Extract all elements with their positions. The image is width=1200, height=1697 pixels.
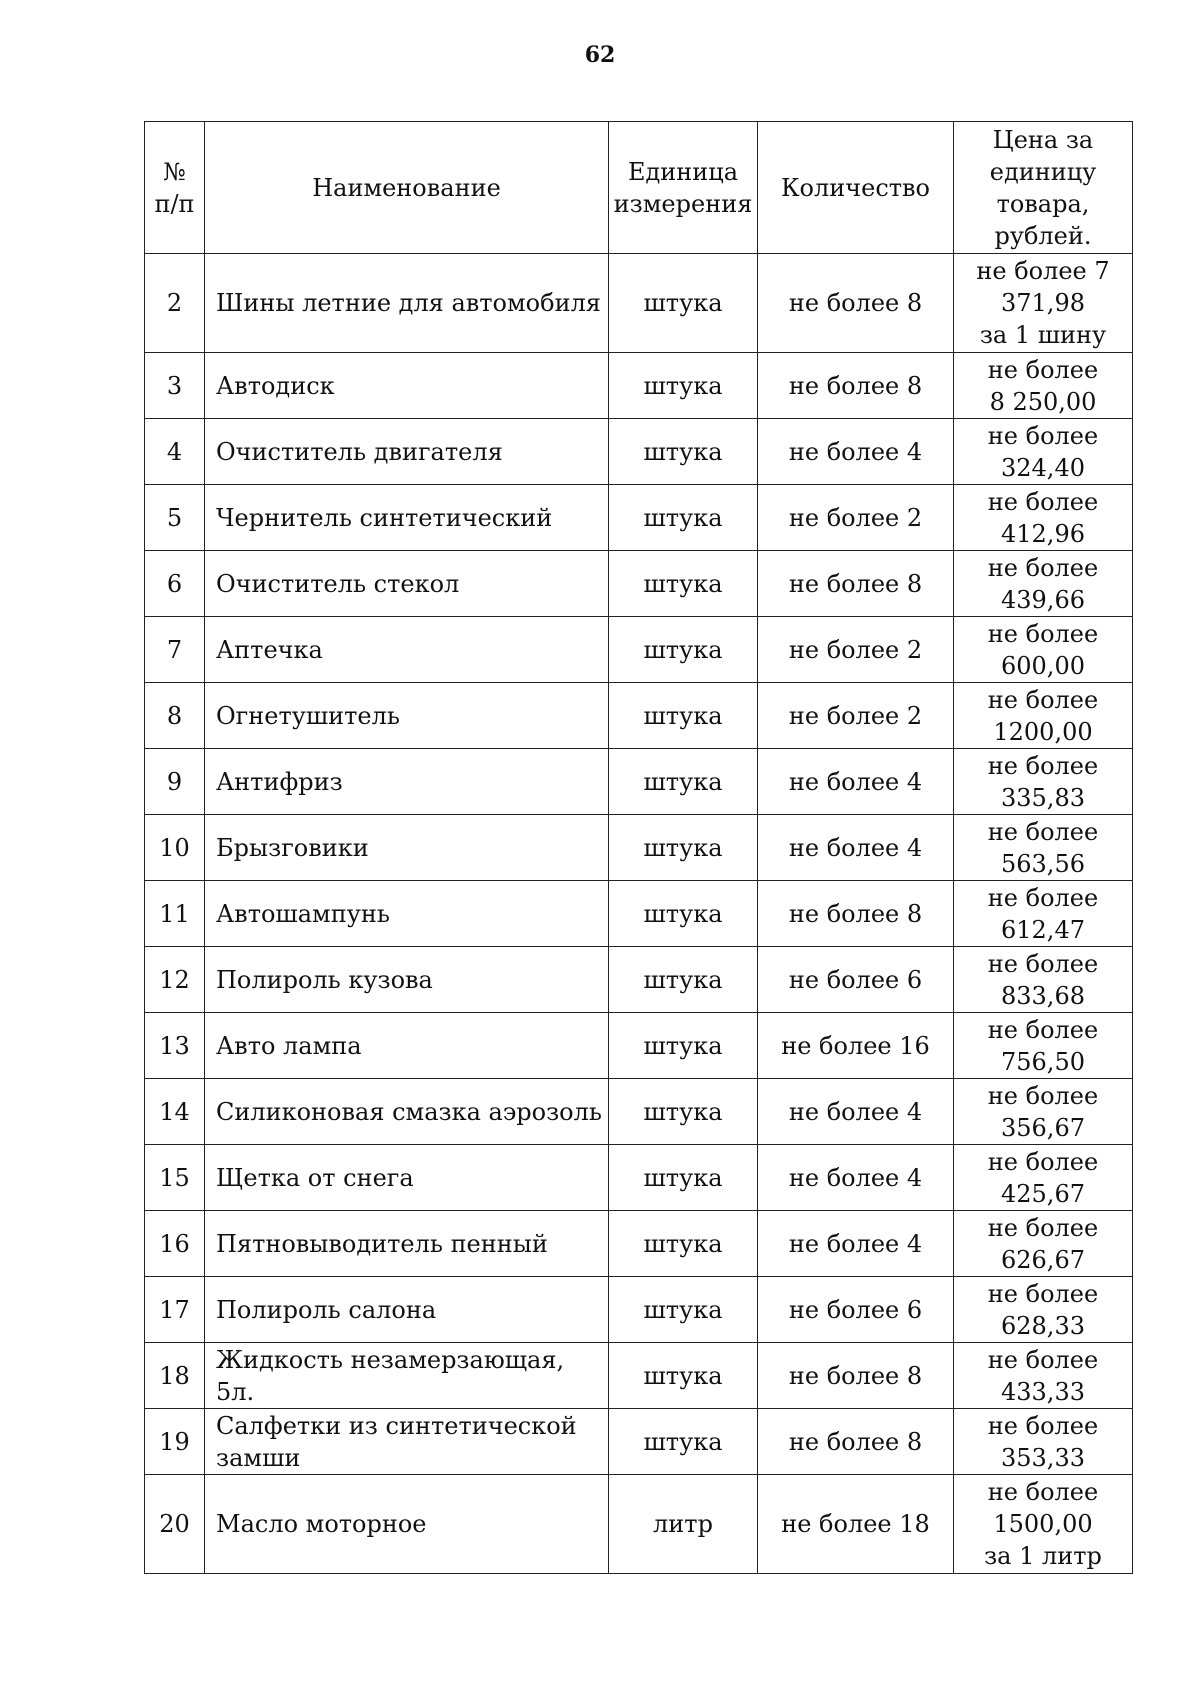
item-price: [954, 1079, 1133, 1145]
item-price-line: 335,83: [1001, 783, 1085, 812]
header-price-line: единицу: [989, 157, 1097, 186]
item-name: [205, 1013, 609, 1079]
item-quantity: не более 4: [758, 1079, 954, 1145]
item-quantity: не более 4: [758, 419, 954, 485]
item-name-line: Силиконовая смазка аэрозоль: [216, 1097, 602, 1126]
item-price: [954, 1343, 1133, 1409]
page-number: 62: [584, 42, 616, 68]
item-price-line: не более: [987, 1015, 1099, 1044]
item-price: [954, 1409, 1133, 1475]
table-row: [145, 683, 1133, 749]
item-price-line: за 1 шину: [979, 321, 1107, 349]
item-price: [954, 617, 1133, 683]
table-row: [145, 881, 1133, 947]
item-quantity: не более 8: [758, 254, 954, 353]
item-name: [205, 419, 609, 485]
item-price: [954, 551, 1133, 617]
header-number-line: п/п: [154, 189, 195, 218]
table-row: [145, 1145, 1133, 1211]
item-name-line: Очиститель двигателя: [216, 437, 503, 466]
item-price-line: не более: [987, 1279, 1099, 1308]
item-name: [205, 683, 609, 749]
item-name-line: Автошампунь: [216, 899, 390, 928]
item-unit: штука: [609, 1277, 758, 1343]
item-price: [954, 1475, 1133, 1574]
item-price-line: не более: [987, 619, 1099, 648]
item-quantity: не более 18: [758, 1475, 954, 1574]
table-row: [145, 947, 1133, 1013]
item-price: [954, 881, 1133, 947]
item-unit: штука: [609, 1409, 758, 1475]
item-price-line: не более: [987, 883, 1099, 912]
item-price: [954, 683, 1133, 749]
item-price: [954, 815, 1133, 881]
item-quantity: не более 4: [758, 815, 954, 881]
item-price-line: 353,33: [1001, 1443, 1085, 1472]
item-quantity: не более 2: [758, 617, 954, 683]
item-price-line: не более: [987, 355, 1099, 384]
row-number: 7: [145, 617, 205, 683]
item-price: [954, 947, 1133, 1013]
row-number: 12: [145, 947, 205, 1013]
item-name-line: Пятновыводитель пенный: [216, 1229, 548, 1258]
header-price: [954, 122, 1133, 254]
item-name: [205, 353, 609, 419]
row-number: 2: [145, 254, 205, 353]
item-price: [954, 749, 1133, 815]
item-price-line: 433,33: [1001, 1377, 1085, 1406]
item-quantity: не более 8: [758, 1343, 954, 1409]
item-quantity: не более 8: [758, 353, 954, 419]
item-price-line: 8 250,00: [989, 387, 1097, 416]
item-quantity: не более 4: [758, 1211, 954, 1277]
item-price-line: 600,00: [1001, 651, 1085, 680]
item-price-line: не более: [987, 949, 1099, 978]
item-price-line: не более: [987, 751, 1099, 780]
item-unit: штука: [609, 419, 758, 485]
table-row: [145, 353, 1133, 419]
header-number-line: №: [163, 157, 186, 186]
item-price-line: не более: [987, 1478, 1099, 1506]
item-name: [205, 1343, 609, 1409]
item-price-line: не более: [987, 1345, 1099, 1374]
item-name-line: Полироль салона: [216, 1295, 437, 1324]
item-name: [205, 1211, 609, 1277]
row-number: 20: [145, 1475, 205, 1574]
item-quantity: не более 6: [758, 1277, 954, 1343]
table-row: [145, 254, 1133, 353]
table-row: [145, 617, 1133, 683]
row-number: 6: [145, 551, 205, 617]
item-name: [205, 749, 609, 815]
item-quantity: не более 8: [758, 551, 954, 617]
item-unit: штука: [609, 353, 758, 419]
item-price: [954, 1145, 1133, 1211]
item-quantity: не более 16: [758, 1013, 954, 1079]
item-price-line: не более: [987, 685, 1099, 714]
row-number: 3: [145, 353, 205, 419]
item-name-line: Аптечка: [216, 635, 323, 664]
row-number: 17: [145, 1277, 205, 1343]
item-unit: штука: [609, 683, 758, 749]
table-row: [145, 815, 1133, 881]
item-unit: штука: [609, 1343, 758, 1409]
item-price-line: 626,67: [1001, 1245, 1085, 1274]
item-quantity: не более 4: [758, 749, 954, 815]
item-name-line: Жидкость незамерзающая, 5л.: [216, 1345, 565, 1406]
row-number: 9: [145, 749, 205, 815]
item-price: [954, 353, 1133, 419]
item-name: [205, 485, 609, 551]
item-unit: литр: [609, 1475, 758, 1574]
item-name-line: Огнетушитель: [216, 701, 400, 730]
table-row: [145, 1343, 1133, 1409]
item-price-line: не более: [987, 553, 1099, 582]
table-row: [145, 419, 1133, 485]
item-unit: штука: [609, 749, 758, 815]
item-price-line: за 1 литр: [984, 1542, 1102, 1570]
header-unit: [609, 122, 758, 254]
item-price-line: 1200,00: [993, 717, 1093, 746]
item-price: [954, 1277, 1133, 1343]
item-price: [954, 419, 1133, 485]
table-row: [145, 551, 1133, 617]
item-name-line: Брызговики: [216, 833, 369, 862]
header-price-line: товара,: [996, 189, 1090, 218]
item-price-line: не более: [987, 1147, 1099, 1176]
item-unit: штука: [609, 1211, 758, 1277]
row-number: 13: [145, 1013, 205, 1079]
table-row: [145, 749, 1133, 815]
item-price-line: 563,56: [1001, 849, 1085, 878]
row-number: 19: [145, 1409, 205, 1475]
item-price-line: 439,66: [1001, 585, 1085, 614]
item-price-line: не более: [987, 1411, 1099, 1440]
row-number: 4: [145, 419, 205, 485]
item-price-line: не более: [987, 1081, 1099, 1110]
item-price-line: не более 7: [976, 257, 1110, 285]
item-unit: штука: [609, 815, 758, 881]
item-price-line: 628,33: [1001, 1311, 1085, 1340]
item-name-line: Шины летние для автомобиля: [216, 289, 601, 317]
table-row: [145, 485, 1133, 551]
item-unit: штука: [609, 485, 758, 551]
item-price-line: 356,67: [1001, 1113, 1085, 1142]
price-table: [144, 121, 1133, 1574]
item-price-line: 756,50: [1001, 1047, 1085, 1076]
item-name: [205, 1409, 609, 1475]
item-quantity: не более 8: [758, 1409, 954, 1475]
item-name-line: Очиститель стекол: [216, 569, 460, 598]
item-price-line: не более: [987, 817, 1099, 846]
table-row: [145, 1211, 1133, 1277]
item-name-line: Салфетки из синтетической: [216, 1411, 577, 1440]
item-name: [205, 1145, 609, 1211]
row-number: 5: [145, 485, 205, 551]
table-row: [145, 1277, 1133, 1343]
item-name: [205, 1079, 609, 1145]
item-name: [205, 254, 609, 353]
item-price-line: 612,47: [1001, 915, 1085, 944]
item-unit: штука: [609, 551, 758, 617]
table-row: [145, 1409, 1133, 1475]
header-price-line: рублей.: [994, 221, 1092, 250]
header-name: Наименование: [205, 122, 609, 254]
item-price: [954, 254, 1133, 353]
header-number: [145, 122, 205, 254]
item-price-line: 412,96: [1001, 519, 1085, 548]
item-price-line: 324,40: [1001, 453, 1085, 482]
item-price-line: 425,67: [1001, 1179, 1085, 1208]
item-name-line: замши: [216, 1443, 301, 1472]
table-row: [145, 1013, 1133, 1079]
item-price: [954, 485, 1133, 551]
item-unit: штука: [609, 1079, 758, 1145]
row-number: 18: [145, 1343, 205, 1409]
item-name-line: Авто лампа: [216, 1031, 362, 1060]
item-price-line: 833,68: [1001, 981, 1085, 1010]
item-unit: штука: [609, 881, 758, 947]
item-quantity: не более 8: [758, 881, 954, 947]
item-unit: штука: [609, 1013, 758, 1079]
item-price-line: 371,98: [1001, 289, 1085, 317]
row-number: 15: [145, 1145, 205, 1211]
item-name-line: Антифриз: [216, 767, 343, 796]
item-name: [205, 947, 609, 1013]
item-name-line: Чернитель синтетический: [216, 503, 553, 532]
item-name-line: Полироль кузова: [216, 965, 433, 994]
item-price: [954, 1013, 1133, 1079]
item-name: [205, 617, 609, 683]
table-row: [145, 1475, 1133, 1574]
item-quantity: не более 6: [758, 947, 954, 1013]
table-header-row: [145, 122, 1133, 254]
item-price: [954, 1211, 1133, 1277]
item-price-line: не более: [987, 1213, 1099, 1242]
header-price-line: Цена за: [992, 125, 1094, 154]
item-unit: штука: [609, 617, 758, 683]
row-number: 8: [145, 683, 205, 749]
table-row: [145, 1079, 1133, 1145]
row-number: 16: [145, 1211, 205, 1277]
item-unit: штука: [609, 254, 758, 353]
header-quantity: Количество: [758, 122, 954, 254]
item-name: [205, 551, 609, 617]
row-number: 14: [145, 1079, 205, 1145]
item-name: [205, 1475, 609, 1574]
header-unit-line: измерения: [613, 189, 753, 218]
item-unit: штука: [609, 1145, 758, 1211]
item-name: [205, 815, 609, 881]
item-unit: штука: [609, 947, 758, 1013]
item-name-line: Автодиск: [216, 371, 335, 400]
item-quantity: не более 2: [758, 485, 954, 551]
item-name-line: Щетка от снега: [216, 1163, 414, 1192]
row-number: 11: [145, 881, 205, 947]
item-price-line: не более: [987, 421, 1099, 450]
header-unit-line: Единица: [627, 157, 739, 186]
item-name: [205, 881, 609, 947]
item-quantity: не более 4: [758, 1145, 954, 1211]
row-number: 10: [145, 815, 205, 881]
item-name-line: Масло моторное: [216, 1510, 427, 1538]
item-price-line: 1500,00: [993, 1510, 1093, 1538]
item-price-line: не более: [987, 487, 1099, 516]
item-quantity: не более 2: [758, 683, 954, 749]
item-name: [205, 1277, 609, 1343]
